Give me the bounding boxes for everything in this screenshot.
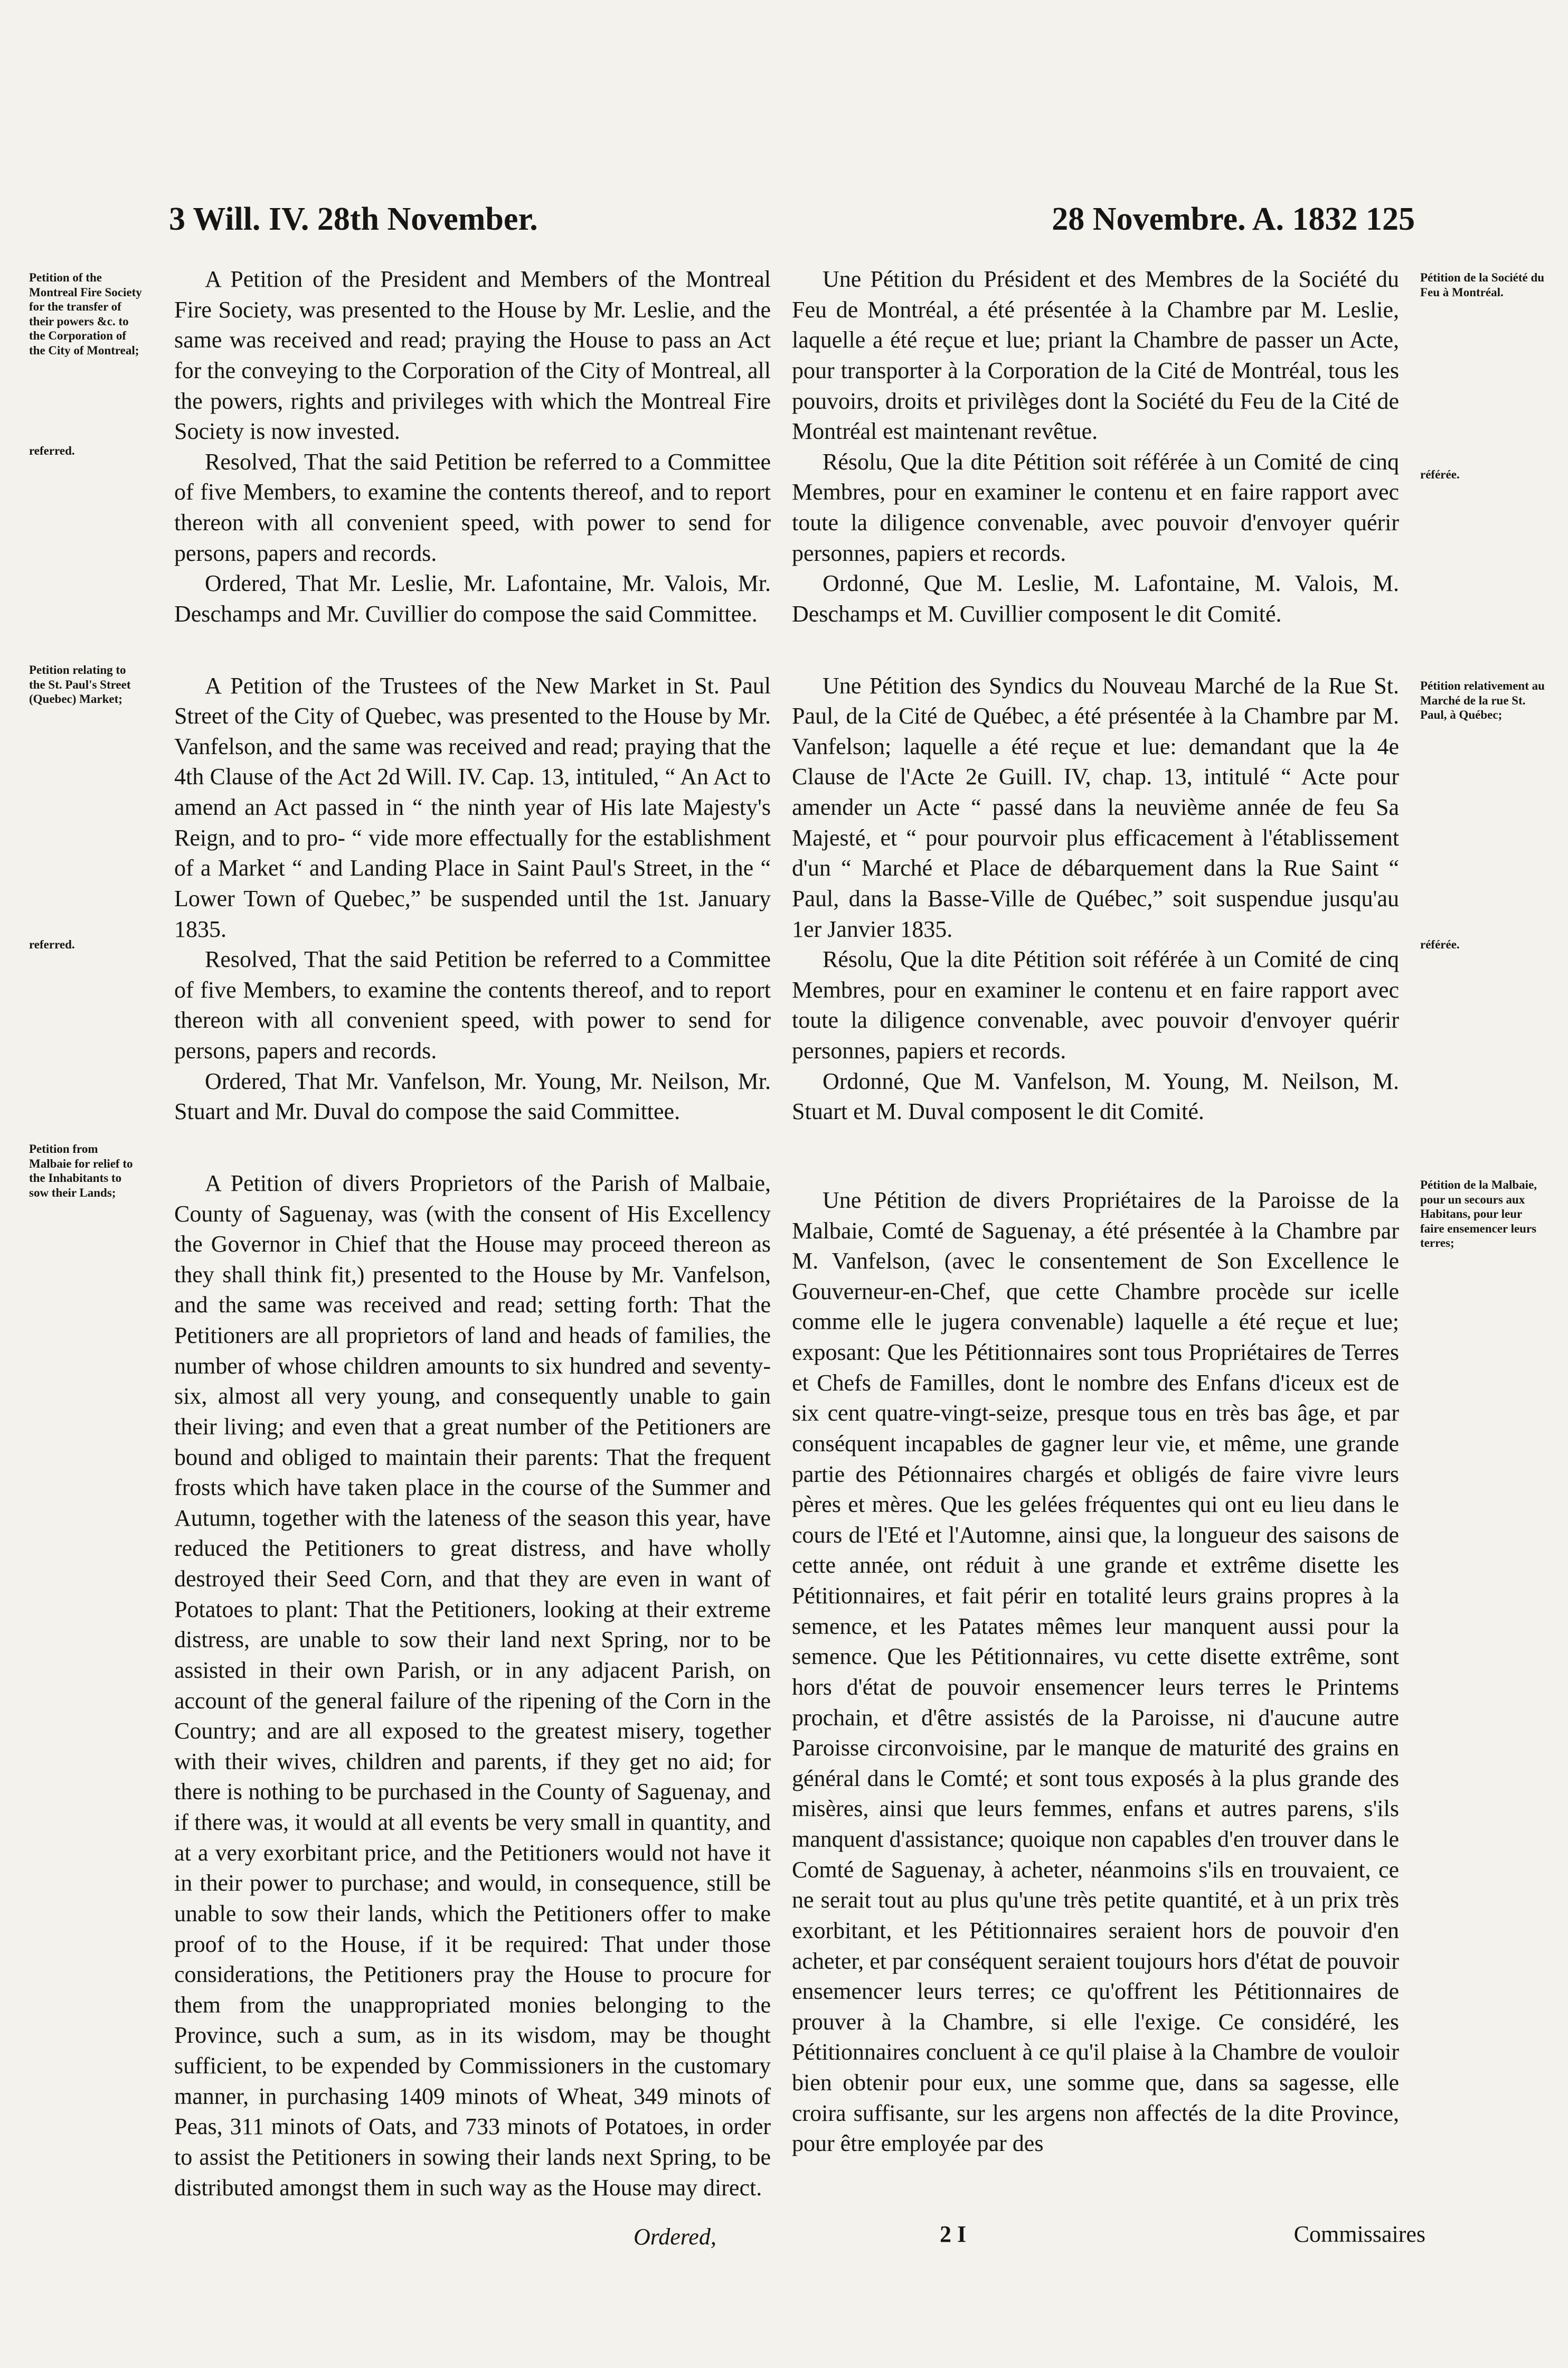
margin-note-left-5: Petition from Malbaie for relief to the Inhabitants to sow their Lands; xyxy=(29,1142,133,1199)
paragraph: Résolu, Que la dite Pétition soit référée à un Comité de cinq Membres, pour en examiner le contenu et en faire rapport avec toute la diligence convenable, avec pouvoir d'envoyer quérir personnes, papiers et records. xyxy=(792,448,1399,566)
paragraph: A Petition of the President and Members of the Montreal Fire Society, was presented to the House by Mr. Leslie, and the same was received and read; praying the House to pass an Act for the conveying to the Corporation of the City of Montreal, all the powers, rights and privileges with which the Montreal Fire Society is now invested. xyxy=(174,266,771,445)
margin-note-right-1: Pétition de la Société du Feu à Montréal. xyxy=(1420,271,1545,299)
paragraph: Resolved, That the said Petition be referred to a Committee of five Members, to examine the contents thereof, and to report thereon with all convenient speed, with power to send for persons, papers and records. xyxy=(174,448,771,566)
english-column xyxy=(174,264,771,2203)
french-column xyxy=(792,264,1399,2159)
margin-note-left-4: referred. xyxy=(29,938,75,951)
paragraph: Une Pétition des Syndics du Nouveau Marché de la Rue St. Paul, de la Cité de Québec, a été présentée à la Chambre par M. Vanfelson; laquelle a été reçue et lue: demandant que la 4e Clause de l'Acte 2e Guill. IV, chap. 13, intitulé “ Acte pour amender un Acte “ passé dans la neuvième année de feu Sa Majesté, et “ pour pourvoir plus efficacement à l'établissement d'un “ Marché et Place de débarquement dans la Rue Saint “ Paul, dans la Basse-Ville de Québec,” soit suspendue jusqu'au 1er Janvier 1835. xyxy=(792,672,1399,942)
paragraph: Une Pétition du Président et des Membres de la Société du Feu de Montréal, a été présentée à la Chambre par M. Leslie, laquelle a été reçue et lue; priant la Chambre de passer un Acte, pour transporter à la Corporation de la Cité de Montréal, tous les pouvoirs, droits et privilèges dont la Société du Feu de la Cité de Montréal est maintenant revêtue. xyxy=(792,266,1399,445)
margin-note-right-4: référée. xyxy=(1420,938,1460,951)
english-catchword: Ordered, xyxy=(634,2224,716,2250)
paragraph: Ordonné, Que M. Vanfelson, M. Young, M. Neilson, M. Stuart et M. Duval composent le dit Comité. xyxy=(792,1068,1399,1125)
paragraph: Résolu, Que la dite Pétition soit référée à un Comité de cinq Membres, pour en examiner le contenu et en faire rapport avec toute la diligence convenable, avec pouvoir d'envoyer quérir personnes, papiers et records. xyxy=(792,946,1399,1064)
margin-note-right-5: Pétition de la Malbaie, pour un secours aux Habitans, pour leur faire ensemencer leurs terres; xyxy=(1420,1178,1537,1250)
margin-note-right-3: Pétition relativement au Marché de la rue St. Paul, à Québec; xyxy=(1420,679,1545,722)
paragraph: A Petition of divers Proprietors of the Parish of Malbaie, County of Saguenay, was (with the consent of His Excellency the Governor in Chief that the House may proceed thereon as they shall think fit,) presented to the House by Mr. Vanfelson, and the same was received and read; setting forth: That the Petitioners are all proprietors of land and heads of families, the number of whose children amounts to six hundred and seventy-six, almost all very young, and consequently unable to gain their living; and even that a great number of the Petitioners are bound and obliged to maintain their parents: That the frequent frosts which have taken place in the course of the Summer and Autumn, together with the lateness of the season this year, have reduced the Petitioners to great distress, and have wholly destroyed their Seed Corn, and that they are even in want of Potatoes to plant: That the Petitioners, looking at their extreme distress, are unable to sow their land next Spring, nor to be assisted in their own Parish, or in any adjacent Parish, on account of the general failure of the ripening of the Corn in the Country; and are all exposed to the greatest misery, together with their wives, children and parents, if they get no aid; for there is nothing to be purchased in the County of Saguenay, and if there was, it would at all events be very small in quantity, and at a very exorbitant price, and the Petitioners would not have it in their power to purchase; and would, in consequence, still be unable to sow their lands, which the Petitioners offer to make proof of to the House, if it be required: That under those considerations, the Petitioners pray the House to procure for them from the unappropriated monies belonging to the Province, such a sum, as in its wisdom, may be thought sufficient, to be expended by Commissioners in the customary manner, in purchasing 1409 minots of Wheat, 349 minots of Peas, 311 minots of Oats, and 733 minots of Potatoes, in order to assist the Petitioners in sowing their lands next Spring, to be distributed amongst them in such way as the House may direct. xyxy=(174,1170,771,2201)
french-catchword: Commissaires xyxy=(1293,2221,1425,2247)
paragraph: A Petition of the Trustees of the New Market in St. Paul Street of the City of Quebec, was presented to the House by Mr. Vanfelson, and the same was received and read; praying that the 4th Clause of the Act 2d Will. IV. Cap. 13, intituled, “ An Act to amend an Act passed in “ the ninth year of His late Majesty's Reign, and to pro- “ vide more effectually for the establishment of a Market “ and Landing Place in Saint Paul's Street, in the “ Lower Town of Quebec,” be suspended until the 1st. January 1835. xyxy=(174,672,771,942)
margin-note-left-1: Petition of the Montreal Fire Society for the transfer of their powers &c. to the Corporation of the City of Montreal; xyxy=(29,271,142,357)
running-head-right: 28 Novembre. A. 1832 125 xyxy=(1052,201,1415,237)
signature-mark: 2 I xyxy=(940,2221,967,2247)
running-head-left: 3 Will. IV. 28th November. xyxy=(169,201,538,237)
paragraph: Ordered, That Mr. Vanfelson, Mr. Young, Mr. Neilson, Mr. Stuart and Mr. Duval do compose the said Committee. xyxy=(174,1068,771,1125)
paragraph: Ordonné, Que M. Leslie, M. Lafontaine, M. Valois, M. Deschamps et M. Cuvillier composent le dit Comité. xyxy=(792,570,1399,627)
margin-note-right-2: référée. xyxy=(1420,468,1460,481)
margin-note-left-3: Petition relating to the St. Paul's Street (Quebec) Market; xyxy=(29,663,131,706)
margin-note-left-2: referred. xyxy=(29,444,75,457)
paragraph: Ordered, That Mr. Leslie, Mr. Lafontaine, Mr. Valois, Mr. Deschamps and Mr. Cuvillier do compose the said Committee. xyxy=(174,570,771,627)
paragraph: Resolved, That the said Petition be referred to a Committee of five Members, to examine the contents thereof, and to report thereon with all convenient speed, with power to send for persons, papers and records. xyxy=(174,946,771,1064)
paragraph: Une Pétition de divers Propriétaires de la Paroisse de la Malbaie, Comté de Saguenay, a été présentée à la Chambre par M. Vanfelson, (avec le consentement de Son Excellence le Gouverneur-en-Chef, que cette Chambre procède sur icelle comme elle le jugera convenable) laquelle a été reçue et lue; exposant: Que les Pétitionnaires sont tous Propriétaires de Terres et Chefs de Familles, dont le nombre des Enfans d'iceux est de six cent quatre-vingt-seize, presque tous en très bas âge, et par conséquent incapables de gagner leur vie, et même, une grande partie des Pétionnaires chargés et obligés de faire vivre leurs pères et mères. Que les gelées fréquentes qui ont eu lieu dans le cours de l'Eté et l'Automne, ainsi que, la longueur des saisons de cette année, ont réduit à une grande et extrême disette les Pétitionnaires, et fait périr en totalité leurs grains propres à la semence, et les Patates mêmes leur manquent aussi pour la semence. Que les Pétitionnaires, vu cette disette extrême, sont hors d'état de pouvoir ensemencer leurs terres le Printems prochain, et d'être assistés de la Paroisse, ni d'aucune autre Paroisse circonvoisine, par le manque de maturité des grains en général dans le Comté; et sont tous exposés à la plus grande des misères, ainsi que leurs femmes, enfans et autres parens, s'ils manquent d'assistance; quoique non capables d'en trouver dans le Comté de Saguenay, à acheter, néanmoins s'ils en trouvaient, ce ne serait tout au plus qu'une très petite quantité, et à un prix très exorbitant, et les Pétitionnaires seraient hors de pouvoir d'en acheter, et par conséquent seraient toujours hors d'état de pouvoir ensemencer leurs terres; ce qu'offrent les Pétitionnaires de prouver à la Chambre, si elle l'exige. Ce considéré, les Pétitionnaires concluent à ce qu'il plaise à la Chambre de vouloir bien obtenir pour eux, une somme que, dans sa sagesse, elle croira suffisante, sur les argens non affectés de la dite Province, pour être employée par des xyxy=(792,1187,1399,2157)
